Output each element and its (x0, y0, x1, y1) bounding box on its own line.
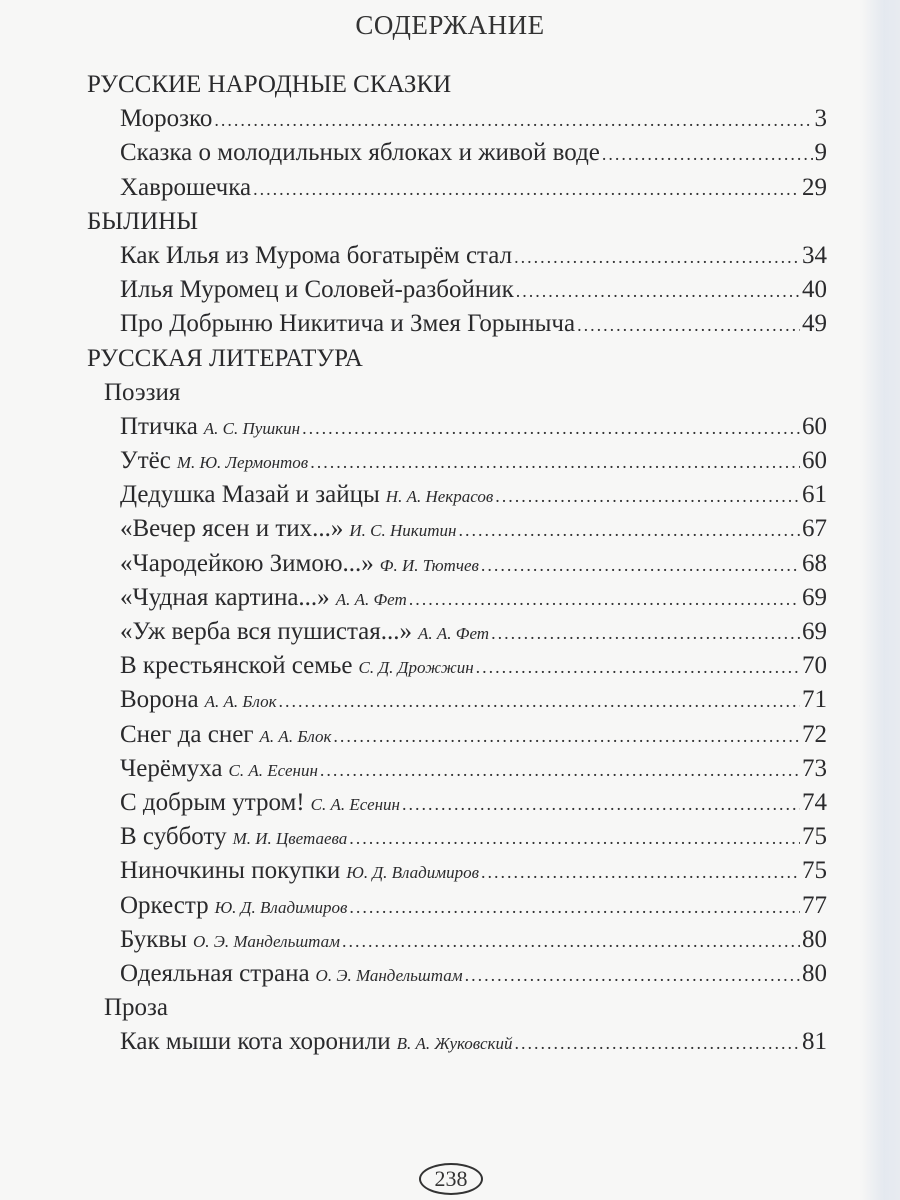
dot-leader (516, 274, 800, 308)
entry-title: Птичка (120, 412, 198, 440)
entry-title: Как мыши кота хоронили (120, 1028, 391, 1056)
toc-entry[interactable] (87, 410, 827, 444)
toc-entry[interactable] (87, 923, 827, 957)
page-title: СОДЕРЖАНИЕ (355, 10, 545, 40)
section-heading: РУССКАЯ ЛИТЕРАТУРА (87, 344, 363, 372)
page-number: 75 (802, 823, 827, 851)
toc-entry[interactable] (87, 649, 827, 683)
page-number: 40 (802, 276, 827, 304)
dot-leader (253, 172, 800, 206)
entry-title: «Чудная картина...» (120, 583, 330, 611)
entry-title: «Чародейкою Зимою...» (120, 549, 374, 577)
dot-leader (402, 787, 800, 821)
page-number: 69 (802, 583, 827, 611)
dot-leader (476, 650, 800, 684)
entry-author: Ф. И. Тютчев (379, 555, 479, 575)
toc-entry[interactable] (87, 683, 827, 717)
toc-entry[interactable] (87, 786, 827, 820)
dot-leader (320, 753, 800, 787)
toc-entry[interactable] (87, 718, 827, 752)
entry-author: А. А. Блок (259, 726, 332, 746)
page-number: 80 (802, 925, 827, 953)
toc-entry[interactable] (87, 171, 827, 205)
dot-leader (602, 137, 813, 171)
page-number: 34 (802, 241, 827, 269)
section-heading: РУССКИЕ НАРОДНЫЕ СКАЗКИ (87, 71, 452, 98)
dot-leader (409, 582, 800, 616)
dot-leader (481, 855, 800, 889)
page-number: 70 (802, 652, 827, 680)
dot-leader (481, 548, 800, 582)
table-of-contents (87, 68, 827, 1059)
entry-title: Утёс (120, 447, 171, 475)
page-number: 72 (802, 720, 827, 748)
page-number: 77 (802, 891, 827, 919)
page-number: 67 (802, 515, 827, 543)
toc-entry[interactable] (87, 102, 827, 136)
entry-author: Ю. Д. Владимиров (214, 897, 348, 917)
entry-author: А. А. Фет (335, 589, 407, 609)
dot-leader (491, 616, 800, 650)
subsection-heading: Проза (104, 994, 169, 1022)
entry-title: Про Добрыню Никитича и Змея Горыныча (120, 310, 576, 338)
toc-entry[interactable] (87, 478, 827, 512)
page-number: 68 (802, 549, 827, 577)
entry-title: В субботу (120, 823, 227, 851)
entry-author: А. С. Пушкин (203, 418, 301, 438)
entry-title: С добрым утром! (120, 788, 305, 816)
dot-leader (349, 821, 800, 855)
dot-leader (514, 1026, 800, 1060)
entry-author: С. А. Есенин (310, 794, 400, 814)
subsection-heading: Поэзия (104, 378, 181, 406)
toc-entry[interactable] (87, 752, 827, 786)
page-number: 74 (802, 788, 827, 816)
entry-title: Морозко (120, 105, 213, 133)
toc-entry[interactable] (87, 581, 827, 615)
toc-entry[interactable] (87, 820, 827, 854)
entry-author: О. Э. Мандельштам (315, 965, 463, 985)
toc-entry[interactable] (87, 957, 827, 991)
entry-title: Ниночкины покупки (120, 857, 341, 885)
page-number: 60 (802, 447, 827, 475)
toc-entry[interactable] (87, 889, 827, 923)
toc-entry[interactable] (87, 273, 827, 307)
entry-title: Как Илья из Мурома богатырём стал (120, 241, 513, 269)
dot-leader (214, 103, 812, 137)
entry-title: Черёмуха (120, 754, 223, 782)
entry-author: С. А. Есенин (228, 760, 318, 780)
entry-title: В крестьянской семье (120, 652, 353, 680)
entry-author: В. А. Жуковский (396, 1034, 513, 1054)
toc-entry[interactable] (87, 239, 827, 273)
page-number: 75 (802, 857, 827, 885)
page-number: 3 (814, 105, 827, 133)
toc-entry[interactable] (87, 444, 827, 478)
entry-title: Одеяльная страна (120, 959, 310, 987)
entry-author: Ю. Д. Владимиров (346, 863, 479, 883)
dot-leader (342, 924, 800, 958)
toc-entry[interactable] (87, 307, 827, 341)
dot-leader (495, 479, 800, 513)
entry-author: А. А. Фет (418, 624, 490, 643)
page-number: 73 (802, 754, 827, 782)
entry-author: А. А. Блок (204, 692, 277, 712)
page-number: 29 (802, 173, 827, 201)
dot-leader (465, 958, 800, 992)
entry-title: Хаврошечка (120, 173, 252, 201)
toc-entry[interactable] (87, 512, 827, 546)
entry-title: Оркестр (120, 891, 209, 919)
entry-title: Дедушка Мазай и зайцы (120, 481, 380, 509)
entry-title: «Уж верба вся пушистая...» (120, 618, 413, 645)
dot-leader (577, 308, 800, 342)
page-number: 81 (802, 1028, 827, 1056)
entry-title: Сказка о молодильных яблоках и живой воде (120, 139, 600, 167)
page-number: 61 (802, 481, 827, 509)
entry-author: М. И. Цветаева (232, 829, 348, 849)
toc-entry[interactable] (87, 547, 827, 581)
dot-leader (514, 240, 800, 274)
dot-leader (279, 684, 800, 718)
toc-entry[interactable] (87, 615, 827, 649)
entry-author: Н. А. Некрасов (385, 487, 494, 507)
toc-entry[interactable] (87, 854, 827, 888)
entry-author: И. С. Никитин (349, 521, 457, 541)
entry-author: О. Э. Мандельштам (192, 931, 340, 951)
page-number: 80 (802, 959, 827, 987)
entry-title: Ворона (120, 686, 199, 714)
dot-leader (310, 445, 800, 479)
entry-author: М. Ю. Лермонтов (176, 453, 309, 473)
toc-entry[interactable] (87, 1025, 827, 1059)
toc-entry[interactable] (87, 136, 827, 170)
entry-author: С. Д. Дрожжин (358, 658, 474, 678)
dot-leader (458, 513, 800, 547)
entry-title: Снег да снег (120, 720, 254, 748)
page-edge-shadow (860, 0, 900, 1200)
dot-leader (349, 890, 800, 924)
section-heading: БЫЛИНЫ (87, 207, 199, 235)
page-number: 60 (802, 412, 827, 440)
entry-title: «Вечер ясен и тих...» (120, 515, 344, 543)
page-number: 49 (802, 310, 827, 338)
entry-title: Илья Муромец и Соловей-разбойник (120, 276, 514, 304)
entry-title: Буквы (120, 925, 187, 953)
page-number-folio: 238 (419, 1163, 483, 1195)
page-number: 9 (814, 139, 827, 167)
dot-leader (302, 411, 800, 445)
page-number: 71 (802, 686, 827, 714)
page-number: 69 (802, 618, 827, 645)
dot-leader (333, 719, 800, 753)
